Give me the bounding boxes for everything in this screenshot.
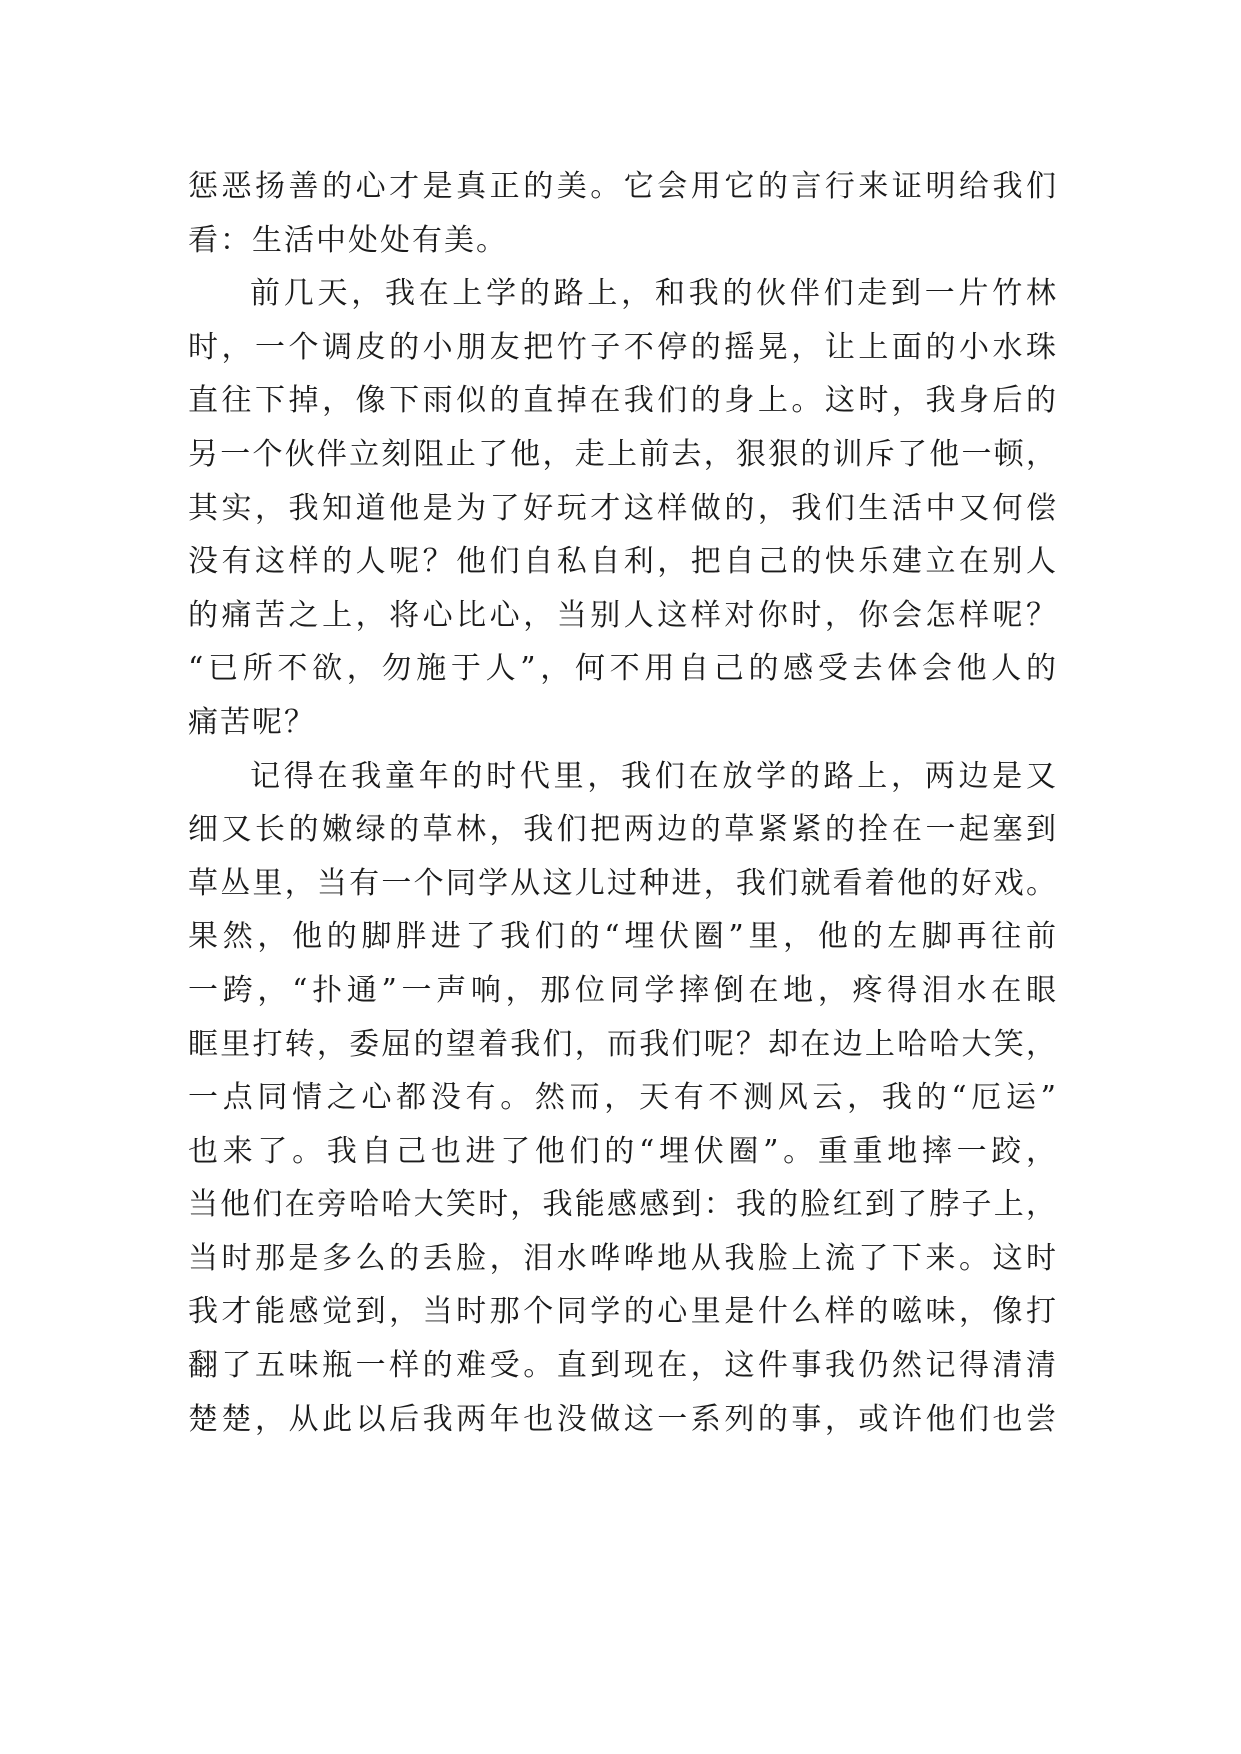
text-line: 前几天，我在上学的路上，和我的伙伴们走到一片竹林 <box>250 276 1058 312</box>
text-line: 一点同情之心都没有。然而，天有不测风云，我的“厄运” <box>188 1080 1058 1116</box>
text-line: 直往下掉，像下雨似的直掉在我们的身上。这时，我身后的 <box>188 383 1058 419</box>
text-line: 看：生活中处处有美。 <box>188 222 508 258</box>
text-line: 也来了。我自己也进了他们的“埋伏圈”。重重地摔一跤， <box>188 1133 1058 1169</box>
text-line: 记得在我童年的时代里，我们在放学的路上，两边是又 <box>250 758 1058 794</box>
text-line: 细又长的嫩绿的草林，我们把两边的草紧紧的拴在一起塞到 <box>188 812 1058 848</box>
text-line: 其实，我知道他是为了好玩才这样做的，我们生活中又何偿 <box>188 490 1058 526</box>
text-line: 我才能感觉到，当时那个同学的心里是什么样的嗞味，像打 <box>188 1294 1058 1330</box>
text-line: 惩恶扬善的心才是真正的美。它会用它的言行来证明给我们 <box>188 169 1058 204</box>
text-line: 眶里打转，委屈的望着我们，而我们呢？却在边上哈哈大笑， <box>188 1026 1058 1062</box>
text-line: 翻了五味瓶一样的难受。直到现在，这件事我仍然记得清清 <box>188 1348 1058 1384</box>
text-line: 一跨，“扑通”一声响，那位同学摔倒在地，疼得泪水在眼 <box>188 972 1058 1008</box>
text-line: 楚楚，从此以后我两年也没做这一系列的事，或许他们也尝 <box>188 1401 1058 1437</box>
text-line: 另一个伙伴立刻阻止了他，走上前去，狠狠的训斥了他一顿， <box>188 436 1058 472</box>
text-line: “已所不欲，勿施于人”，何不用自己的感受去体会他人的 <box>188 651 1058 687</box>
text-line: 草丛里，当有一个同学从这儿过种进，我们就看着他的好戏。 <box>188 865 1058 901</box>
text-line: 痛苦呢？ <box>188 704 316 740</box>
essay-body <box>188 160 1058 1446</box>
text-line: 当时那是多么的丢脸，泪水哗哗地从我脸上流了下来。这时 <box>188 1240 1058 1276</box>
text-line: 时，一个调皮的小朋友把竹子不停的摇晃，让上面的小水珠 <box>188 329 1058 365</box>
text-line: 果然，他的脚胖进了我们的“埋伏圈”里，他的左脚再往前 <box>188 919 1058 955</box>
text-line: 的痛苦之上，将心比心，当别人这样对你时，你会怎样呢？ <box>188 597 1058 633</box>
text-line: 没有这样的人呢？他们自私自利，把自己的快乐建立在别人 <box>188 544 1058 580</box>
text-line: 当他们在旁哈哈大笑时，我能感感到：我的脸红到了脖子上， <box>188 1187 1058 1223</box>
